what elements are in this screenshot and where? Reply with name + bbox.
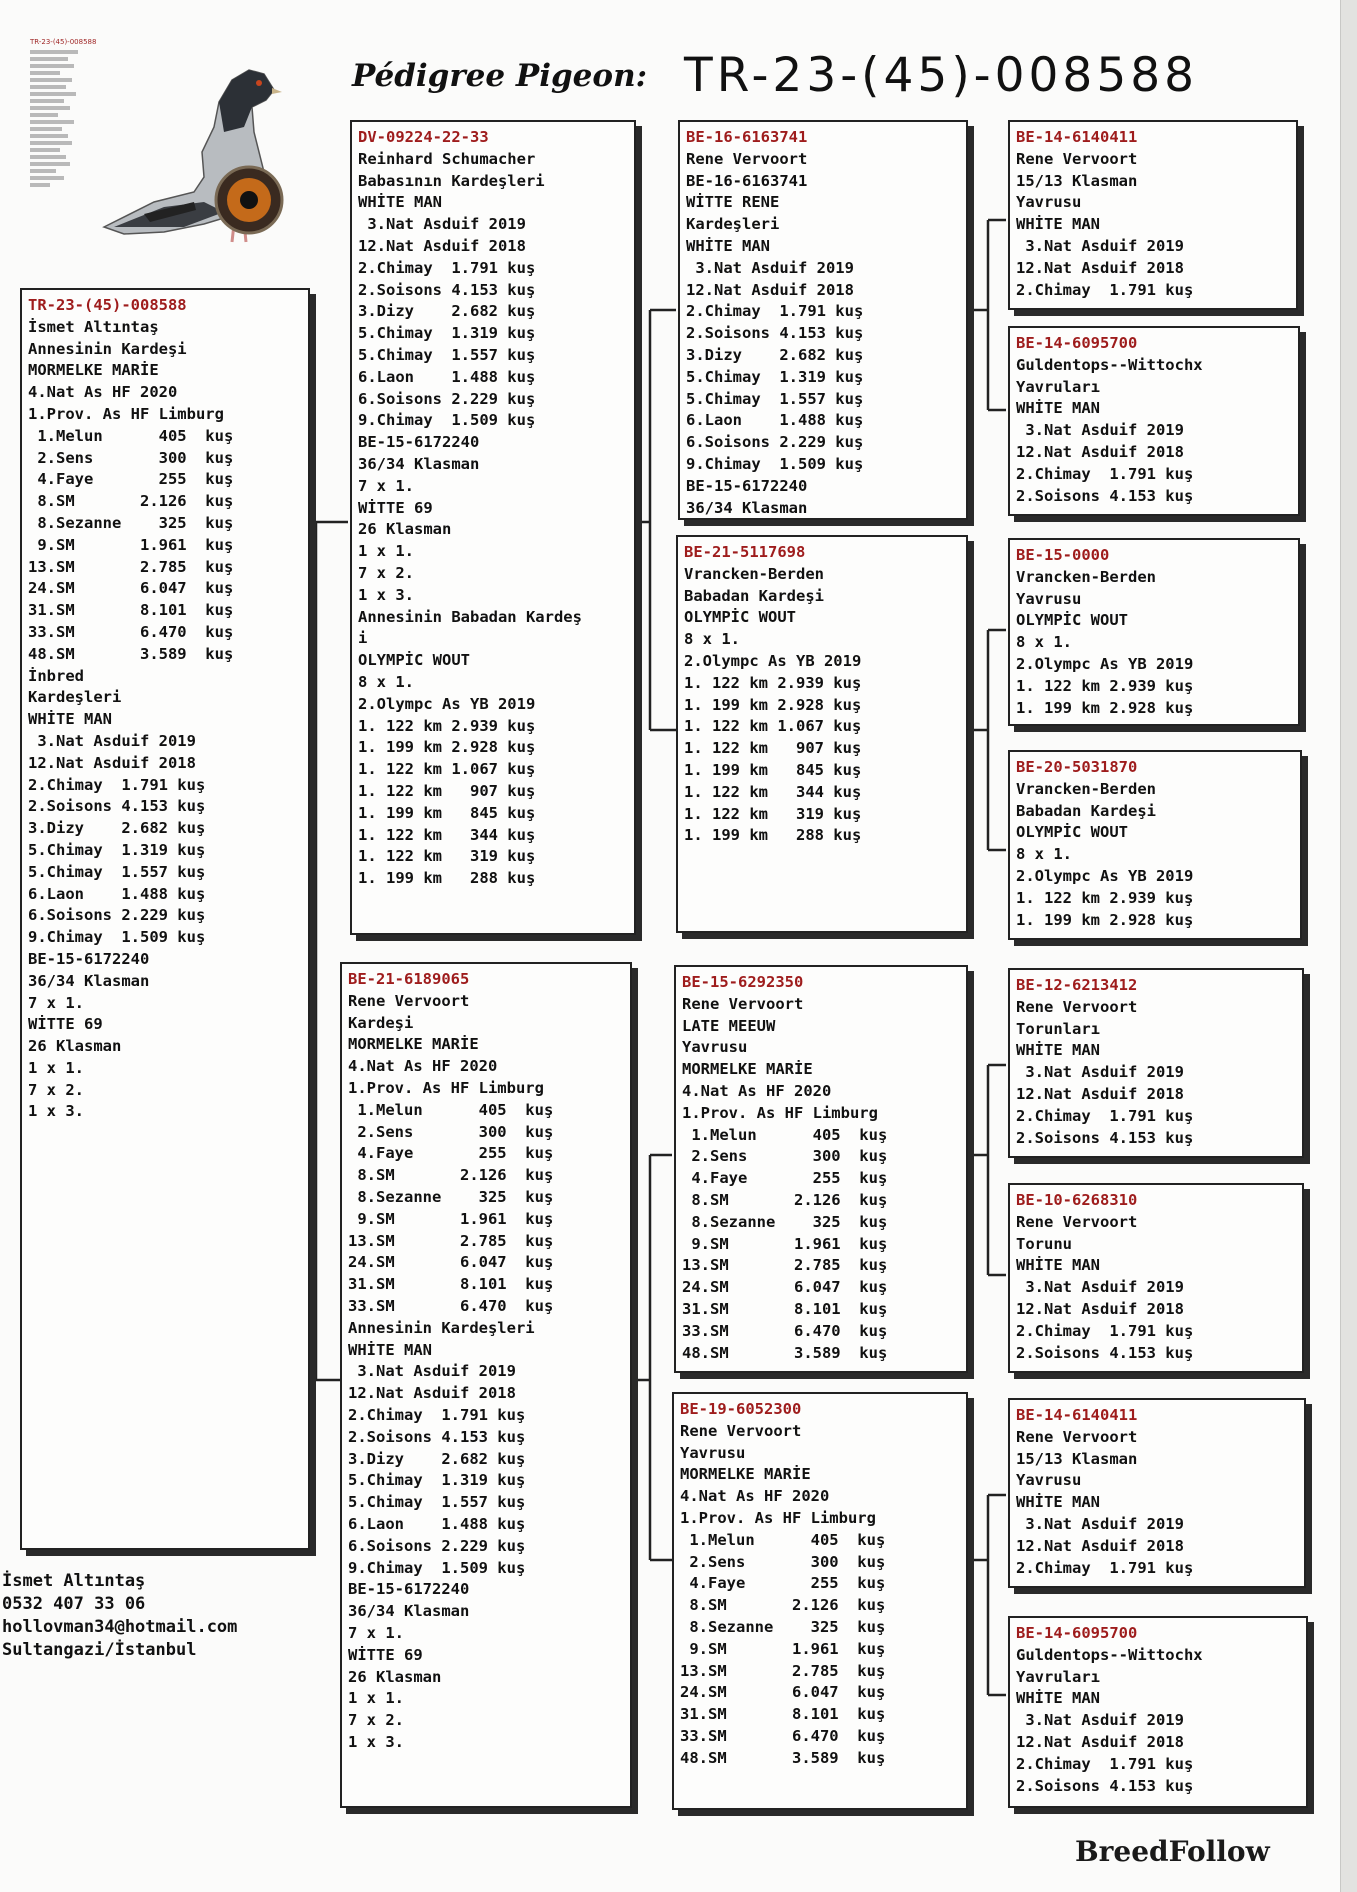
box-line: WİTTE 69 — [358, 498, 433, 517]
box-line: 8.SM 2.126 kuş — [680, 1596, 886, 1615]
box-line: 3.Nat Asduif 2019 — [28, 731, 196, 750]
box-line: 1 x 1. — [28, 1058, 84, 1077]
box-line: 9.Chimay 1.509 kuş — [348, 1558, 526, 1577]
box-line: Vrancken-Berden — [1016, 779, 1156, 798]
box-line: 2.Chimay 1.791 kuş — [686, 302, 864, 321]
box-line: 2.Soisons 4.153 kuş — [1016, 1776, 1194, 1795]
box-line: 7 x 1. — [348, 1623, 404, 1642]
box-line: Annesinin Babadan Kardeş — [358, 607, 582, 626]
box-line: 24.SM 6.047 kuş — [348, 1253, 554, 1272]
box-line: 1 x 3. — [348, 1732, 404, 1751]
box-line: 1. 122 km 344 kuş — [358, 825, 536, 844]
box-line: BE-15-6172240 — [348, 1580, 470, 1599]
box-line: 26 Klasman — [28, 1037, 122, 1056]
box-line: WHİTE MAN — [1016, 215, 1100, 234]
box-line: 2.Olympc As YB 2019 — [358, 694, 536, 713]
box-line: 2.Chimay 1.791 kuş — [1016, 1321, 1194, 1340]
box-line: 8.Sezanne 325 kuş — [682, 1212, 888, 1231]
box-line: 1 x 1. — [348, 1689, 404, 1708]
pedigree-ring-number: TR-23-(45)-008588 — [684, 48, 1199, 103]
box-line: 7 x 2. — [358, 563, 414, 582]
box-line: 1. 122 km 2.939 kuş — [1016, 676, 1194, 695]
box-line: 5.Chimay 1.319 kuş — [28, 840, 206, 859]
pedigree-box-ss-dam — [1008, 326, 1300, 516]
box-ring-number: BE-14-6095700 — [1016, 334, 1138, 352]
box-line: 7 x 2. — [348, 1711, 404, 1730]
box-line: OLYMPİC WOUT — [358, 651, 470, 670]
box-line: 9.SM 1.961 kuş — [680, 1639, 886, 1658]
box-line: 1. 122 km 907 kuş — [684, 739, 862, 758]
box-line: Yavrusu — [1016, 193, 1082, 212]
pedigree-box-dam-dam — [672, 1392, 968, 1810]
box-line: 1.Melun 405 kuş — [680, 1530, 886, 1549]
box-line: 2.Chimay 1.791 kuş — [1016, 1558, 1194, 1577]
box-line: 4.Nat As HF 2020 — [28, 383, 178, 402]
pedigree-box-subject — [20, 288, 310, 1550]
box-ring-number: BE-14-6095700 — [1016, 1624, 1138, 1642]
box-line: 5.Chimay 1.557 kuş — [348, 1493, 526, 1512]
box-line: OLYMPİC WOUT — [1016, 611, 1128, 630]
box-line: BE-16-6163741 — [686, 171, 808, 190]
box-line: 1. 199 km 845 kuş — [358, 803, 536, 822]
box-line: Rene Vervoort — [682, 994, 804, 1013]
box-line: Torunu — [1016, 1234, 1072, 1253]
box-line: 13.SM 2.785 kuş — [682, 1256, 888, 1275]
box-line: Rene Vervoort — [1016, 1427, 1138, 1446]
box-line: 5.Chimay 1.319 kuş — [686, 367, 864, 386]
box-line: 1. 199 km 2.928 kuş — [684, 695, 862, 714]
pedigree-box-dd-dam — [1008, 1616, 1308, 1808]
box-line: Rene Vervoort — [680, 1421, 802, 1440]
box-line: 4.Faye 255 kuş — [28, 470, 234, 489]
box-line: 4.Nat As HF 2020 — [348, 1057, 498, 1076]
box-line: 3.Nat Asduif 2019 — [1016, 1063, 1184, 1082]
box-line: 1.Prov. As HF Limburg — [680, 1508, 876, 1527]
box-line: Rene Vervoort — [348, 991, 470, 1010]
box-line: 1. 199 km 288 kuş — [358, 869, 536, 888]
box-line: 36/34 Klasman — [358, 454, 480, 473]
box-line: 3.Nat Asduif 2019 — [1016, 421, 1184, 440]
box-line: 6.Laon 1.488 kuş — [348, 1514, 526, 1533]
box-line: 4.Faye 255 kuş — [348, 1144, 554, 1163]
box-line: 2.Chimay 1.791 kuş — [1016, 280, 1194, 299]
box-line: 1. 199 km 2.928 kuş — [1016, 910, 1194, 929]
box-line: 1.Prov. As HF Limburg — [682, 1103, 878, 1122]
box-line: 8 x 1. — [684, 630, 740, 649]
box-line: Yavrusu — [682, 1038, 748, 1057]
box-line: 3.Nat Asduif 2019 — [1016, 1711, 1184, 1730]
box-line: 6.Soisons 2.229 kuş — [28, 906, 206, 925]
pedigree-box-ds-dam — [1008, 1183, 1304, 1373]
box-line: 13.SM 2.785 kuş — [348, 1231, 554, 1250]
box-line: 33.SM 6.470 kuş — [680, 1726, 886, 1745]
box-line: MORMELKE MARİE — [28, 361, 159, 380]
box-line: WİTTE 69 — [348, 1645, 423, 1664]
box-line: 1. 199 km 2.928 kuş — [358, 738, 536, 757]
box-line: 7 x 2. — [28, 1080, 84, 1099]
box-line: 12.Nat Asduif 2018 — [28, 753, 196, 772]
box-line: 2.Soisons 4.153 kuş — [686, 324, 864, 343]
box-line: 12.Nat Asduif 2018 — [1016, 1536, 1184, 1555]
owner-name: İsmet Altıntaş — [2, 1571, 146, 1591]
box-ring-number: BE-14-6140411 — [1016, 128, 1138, 146]
owner-phone: 0532 407 33 06 — [2, 1594, 146, 1614]
box-line: Annesinin Kardeşleri — [348, 1318, 535, 1337]
box-line: 8.Sezanne 325 kuş — [348, 1187, 554, 1206]
box-line: 6.Soisons 2.229 kuş — [358, 389, 536, 408]
box-line: 4.Nat As HF 2020 — [682, 1081, 832, 1100]
box-line: Yavrusu — [680, 1443, 746, 1462]
box-line: MORMELKE MARİE — [680, 1465, 811, 1484]
box-line: LATE MEEUW — [682, 1016, 776, 1035]
box-line: 12.Nat Asduif 2018 — [1016, 1299, 1184, 1318]
box-line: 6.Soisons 2.229 kuş — [348, 1536, 526, 1555]
box-line: 1.Prov. As HF Limburg — [348, 1078, 544, 1097]
box-line: 5.Chimay 1.557 kuş — [358, 345, 536, 364]
box-line: WHİTE MAN — [358, 193, 442, 212]
box-line: 2.Soisons 4.153 kuş — [1016, 1128, 1194, 1147]
box-line: WHİTE MAN — [686, 236, 770, 255]
box-line: 1. 199 km 845 kuş — [684, 760, 862, 779]
box-line: 2.Soisons 4.153 kuş — [1016, 1343, 1194, 1362]
box-line: 9.Chimay 1.509 kuş — [358, 411, 536, 430]
box-line: 31.SM 8.101 kuş — [682, 1299, 888, 1318]
box-line: WHİTE MAN — [1016, 1041, 1100, 1060]
box-line: Guldentops--Wittochx — [1016, 355, 1203, 374]
box-line: 1. 122 km 319 kuş — [358, 847, 536, 866]
box-line: Torunları — [1016, 1019, 1100, 1038]
box-line: 31.SM 8.101 kuş — [348, 1275, 554, 1294]
box-line: 1. 122 km 2.939 kuş — [684, 673, 862, 692]
box-line: 24.SM 6.047 kuş — [28, 579, 234, 598]
box-line: 8 x 1. — [1016, 633, 1072, 652]
box-line: 8.Sezanne 325 kuş — [680, 1617, 886, 1636]
box-line: Babadan Kardeşi — [684, 586, 824, 605]
box-line: 2.Olympc As YB 2019 — [684, 651, 862, 670]
box-line: 6.Laon 1.488 kuş — [686, 411, 864, 430]
box-line: WHİTE MAN — [348, 1340, 432, 1359]
pedigree-box-sire-dam — [676, 535, 968, 933]
box-line: Yavrusu — [1016, 1471, 1082, 1490]
box-ring-number: BE-16-6163741 — [686, 128, 808, 146]
box-line: WHİTE MAN — [1016, 1493, 1100, 1512]
box-line: 15/13 Klasman — [1016, 171, 1138, 190]
box-line: 2.Soisons 4.153 kuş — [1016, 486, 1194, 505]
box-line: 12.Nat Asduif 2018 — [686, 280, 854, 299]
pedigree-box-sd-dam — [1008, 750, 1302, 940]
box-line: 2.Chimay 1.791 kuş — [348, 1405, 526, 1424]
box-line: 36/34 Klasman — [686, 498, 808, 517]
box-line: 4.Faye 255 kuş — [682, 1169, 888, 1188]
pedigree-box-sire-sire — [678, 120, 968, 520]
box-line: 9.SM 1.961 kuş — [682, 1234, 888, 1253]
box-line: 12.Nat Asduif 2018 — [1016, 442, 1184, 461]
box-line: BE-15-6172240 — [28, 949, 150, 968]
pedigree-box-dam-sire — [674, 965, 968, 1373]
box-line: 12.Nat Asduif 2018 — [358, 236, 526, 255]
owner-email: hollovman34@hotmail.com — [2, 1617, 238, 1637]
box-line: WHİTE MAN — [1016, 1256, 1100, 1275]
logo-ring-text: TR-23-(45)-008588 — [30, 38, 97, 46]
pedigree-box-ds-sire — [1008, 968, 1304, 1158]
box-line: 48.SM 3.589 kuş — [682, 1343, 888, 1362]
box-line: 8 x 1. — [358, 672, 414, 691]
box-line: 6.Soisons 2.229 kuş — [686, 433, 864, 452]
box-line: 48.SM 3.589 kuş — [680, 1748, 886, 1767]
box-line: 3.Nat Asduif 2019 — [1016, 1278, 1184, 1297]
box-line: Rene Vervoort — [686, 149, 808, 168]
box-line: 7 x 1. — [358, 476, 414, 495]
box-line: 3.Nat Asduif 2019 — [1016, 1514, 1184, 1533]
box-ring-number: BE-14-6140411 — [1016, 1406, 1138, 1424]
box-ring-number: BE-21-5117698 — [684, 543, 806, 561]
box-line: 13.SM 2.785 kuş — [28, 557, 234, 576]
box-line: 8 x 1. — [1016, 845, 1072, 864]
box-line: 3.Nat Asduif 2019 — [686, 258, 854, 277]
box-line: Babadan Kardeşi — [1016, 801, 1156, 820]
box-line: WİTTE 69 — [28, 1015, 103, 1034]
box-line: 1.Prov. As HF Limburg — [28, 404, 224, 423]
box-line: 1. 122 km 1.067 kuş — [358, 760, 536, 779]
brand-logo-text: BreedFollow — [1075, 1835, 1270, 1868]
box-line: 5.Chimay 1.319 kuş — [358, 324, 536, 343]
box-line: 24.SM 6.047 kuş — [682, 1278, 888, 1297]
box-line: 5.Chimay 1.557 kuş — [686, 389, 864, 408]
box-line: 2.Chimay 1.791 kuş — [1016, 464, 1194, 483]
box-ring-number: BE-19-6052300 — [680, 1400, 802, 1418]
pedigree-box-sire — [350, 120, 636, 935]
box-line: 26 Klasman — [358, 520, 452, 539]
box-line: Reinhard Schumacher — [358, 149, 536, 168]
box-line: WİTTE RENE — [686, 193, 780, 212]
box-line: Babasının Kardeşleri — [358, 171, 545, 190]
box-line: Guldentops--Wittochx — [1016, 1645, 1203, 1664]
pedigree-box-sd-sire — [1008, 538, 1300, 726]
pedigree-box-dd-sire — [1008, 1398, 1306, 1588]
box-line: 6.Laon 1.488 kuş — [28, 884, 206, 903]
box-line: Annesinin Kardeşi — [28, 339, 187, 358]
box-line: 2.Olympc As YB 2019 — [1016, 866, 1194, 885]
box-line: 6.Laon 1.488 kuş — [358, 367, 536, 386]
box-line: 12.Nat Asduif 2018 — [1016, 258, 1184, 277]
box-line: 2.Chimay 1.791 kuş — [1016, 1754, 1194, 1773]
box-line: 3.Nat Asduif 2019 — [1016, 236, 1184, 255]
box-ring-number: BE-15-6292350 — [682, 973, 804, 991]
box-ring-number: BE-21-6189065 — [348, 970, 470, 988]
box-line: 2.Soisons 4.153 kuş — [348, 1427, 526, 1446]
box-line: OLYMPİC WOUT — [684, 608, 796, 627]
box-line: 2.Olympc As YB 2019 — [1016, 654, 1194, 673]
box-line: MORMELKE MARİE — [348, 1035, 479, 1054]
box-line: WHİTE MAN — [28, 710, 112, 729]
box-line: 8.SM 2.126 kuş — [28, 492, 234, 511]
box-line: BE-15-6172240 — [358, 433, 480, 452]
box-line: 2.Chimay 1.791 kuş — [358, 258, 536, 277]
box-line: 2.Sens 300 kuş — [682, 1147, 888, 1166]
box-line: Kardeşleri — [686, 215, 780, 234]
box-line: 1. 122 km 2.939 kuş — [358, 716, 536, 735]
box-line: Vrancken-Berden — [1016, 567, 1156, 586]
box-line: 33.SM 6.470 kuş — [28, 622, 234, 641]
box-line: 24.SM 6.047 kuş — [680, 1683, 886, 1702]
box-line: 1. 122 km 344 kuş — [684, 782, 862, 801]
box-line: 3.Dizy 2.682 kuş — [686, 345, 864, 364]
box-line: 5.Chimay 1.319 kuş — [348, 1471, 526, 1490]
box-ring-number: BE-10-6268310 — [1016, 1191, 1138, 1209]
box-line: 1.Melun 405 kuş — [682, 1125, 888, 1144]
owner-location: Sultangazi/İstanbul — [2, 1640, 197, 1660]
box-line: 12.Nat Asduif 2018 — [348, 1384, 516, 1403]
box-line: 2.Sens 300 kuş — [680, 1552, 886, 1571]
box-line: Yavrusu — [1016, 589, 1082, 608]
box-line: 8.Sezanne 325 kuş — [28, 513, 234, 532]
box-line: 1. 199 km 288 kuş — [684, 826, 862, 845]
box-line: WHİTE MAN — [1016, 1689, 1100, 1708]
box-line: 3.Nat Asduif 2019 — [358, 215, 526, 234]
box-line: 1. 122 km 319 kuş — [684, 804, 862, 823]
box-line: 9.Chimay 1.509 kuş — [686, 454, 864, 473]
box-line: 2.Chimay 1.791 kuş — [1016, 1106, 1194, 1125]
box-line: 33.SM 6.470 kuş — [348, 1296, 554, 1315]
pedigree-box-dam — [340, 962, 632, 1808]
box-line: 33.SM 6.470 kuş — [682, 1321, 888, 1340]
box-ring-number: TR-23-(45)-008588 — [28, 296, 187, 314]
box-line: 9.SM 1.961 kuş — [348, 1209, 554, 1228]
box-ring-number: BE-12-6213412 — [1016, 976, 1138, 994]
box-line: İsmet Altıntaş — [28, 317, 159, 336]
box-line: OLYMPİC WOUT — [1016, 823, 1128, 842]
box-line: İnbred — [28, 666, 84, 685]
box-line: Rene Vervoort — [1016, 997, 1138, 1016]
box-line: 4.Faye 255 kuş — [680, 1574, 886, 1593]
box-line: 1. 122 km 2.939 kuş — [1016, 888, 1194, 907]
box-line: 1.Melun 405 kuş — [348, 1100, 554, 1119]
box-line: 2.Soisons 4.153 kuş — [28, 797, 206, 816]
box-line: Rene Vervoort — [1016, 1212, 1138, 1231]
box-line: 2.Sens 300 kuş — [348, 1122, 554, 1141]
box-line: 7 x 1. — [28, 993, 84, 1012]
box-line: 1. 199 km 2.928 kuş — [1016, 698, 1194, 717]
box-line: 5.Chimay 1.557 kuş — [28, 862, 206, 881]
box-line: 4.Nat As HF 2020 — [680, 1487, 830, 1506]
box-line: i — [358, 629, 368, 648]
box-line: Yavruları — [1016, 1667, 1100, 1686]
box-line: 9.Chimay 1.509 kuş — [28, 928, 206, 947]
box-line: 3.Dizy 2.682 kuş — [348, 1449, 526, 1468]
box-line: Vrancken-Berden — [684, 564, 824, 583]
box-line: 36/34 Klasman — [28, 971, 150, 990]
box-line: 26 Klasman — [348, 1667, 442, 1686]
box-line: Rene Vervoort — [1016, 149, 1138, 168]
box-line: 1 x 1. — [358, 542, 414, 561]
box-line: 3.Nat Asduif 2019 — [348, 1362, 516, 1381]
box-line: WHİTE MAN — [1016, 399, 1100, 418]
box-line: 12.Nat Asduif 2018 — [1016, 1732, 1184, 1751]
box-line: 2.Sens 300 kuş — [28, 448, 234, 467]
box-line: 15/13 Klasman — [1016, 1449, 1138, 1468]
box-line: Kardeşi — [348, 1013, 414, 1032]
box-line: 1 x 3. — [358, 585, 414, 604]
box-line: Yavruları — [1016, 377, 1100, 396]
box-line: 1. 122 km 1.067 kuş — [684, 717, 862, 736]
box-line: 48.SM 3.589 kuş — [28, 644, 234, 663]
box-line: 31.SM 8.101 kuş — [680, 1705, 886, 1724]
box-line: 1.Melun 405 kuş — [28, 426, 234, 445]
owner-info — [2, 1570, 237, 1662]
box-ring-number: BE-20-5031870 — [1016, 758, 1138, 776]
box-line: 1 x 3. — [28, 1102, 84, 1121]
box-line: 31.SM 8.101 kuş — [28, 601, 234, 620]
box-line: 8.SM 2.126 kuş — [348, 1166, 554, 1185]
box-line: 3.Dizy 2.682 kuş — [358, 302, 536, 321]
pedigree-title: Pédigree Pigeon: — [352, 58, 648, 94]
box-line: 13.SM 2.785 kuş — [680, 1661, 886, 1680]
box-line: MORMELKE MARİE — [682, 1060, 813, 1079]
box-line: 3.Dizy 2.682 kuş — [28, 819, 206, 838]
box-line: 36/34 Klasman — [348, 1602, 470, 1621]
box-line: Kardeşleri — [28, 688, 122, 707]
pedigree-box-ss-sire — [1008, 120, 1298, 310]
box-line: 8.SM 2.126 kuş — [682, 1190, 888, 1209]
box-line: 2.Soisons 4.153 kuş — [358, 280, 536, 299]
box-line: BE-15-6172240 — [686, 476, 808, 495]
box-ring-number: DV-09224-22-33 — [358, 128, 489, 146]
box-line: 9.SM 1.961 kuş — [28, 535, 234, 554]
box-line: 2.Chimay 1.791 kuş — [28, 775, 206, 794]
box-line: 1. 122 km 907 kuş — [358, 781, 536, 800]
box-ring-number: BE-15-0000 — [1016, 546, 1110, 564]
box-line: 12.Nat Asduif 2018 — [1016, 1084, 1184, 1103]
